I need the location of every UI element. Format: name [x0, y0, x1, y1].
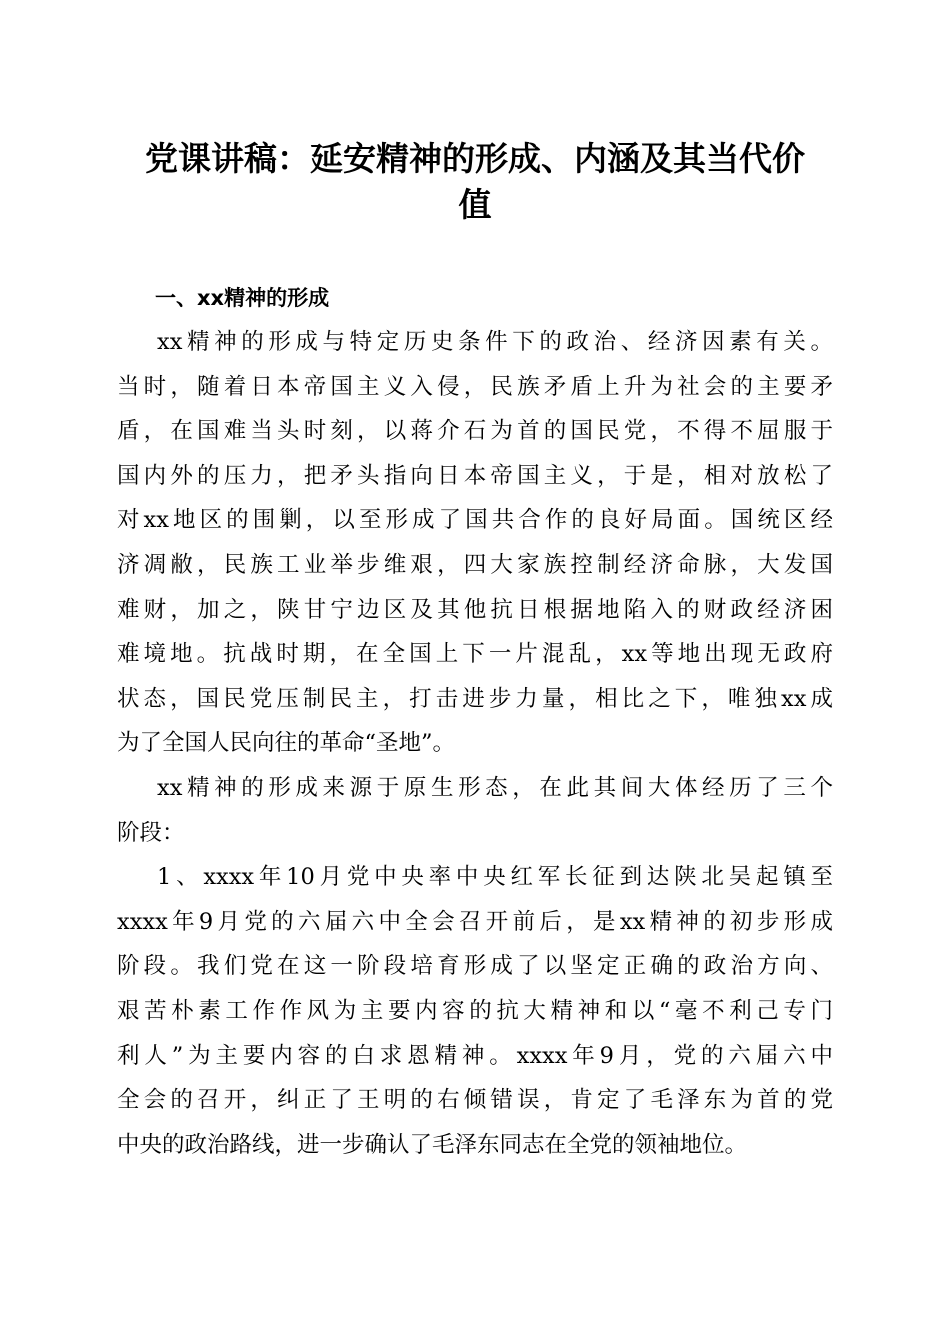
- document-title: [110, 136, 840, 228]
- title-line: 值: [458, 185, 492, 224]
- paragraph-line: 为了全国人民向往的革命“圣地”。: [117, 730, 456, 757]
- paragraph-line: 利人”为主要内容的白求恩精神。xxxx年9月，党的六届六中: [117, 1042, 833, 1069]
- document-body: [117, 322, 833, 1169]
- paragraph-line: 中央的政治路线，进一步确认了毛泽东同志在全党的领袖地位。: [117, 1131, 748, 1158]
- paragraph-line: 难境地。抗战时期，在全国上下一片混乱，xx等地出现无政府: [117, 641, 833, 668]
- paragraph-line: 1、xxxx年10月党中央率中央红军长征到达陕北吴起镇至: [157, 864, 833, 891]
- paragraph-line: 全会的召开，纠正了王明的右倾错误，肯定了毛泽东为首的党: [117, 1087, 833, 1114]
- paragraph-line: 对xx地区的围剿，以至形成了国共合作的良好局面。国统区经: [117, 507, 833, 534]
- paragraph-line: 难财，加之，陕甘宁边区及其他抗日根据地陷入的财政经济困: [117, 596, 833, 623]
- paragraph-line: 阶段：: [117, 819, 185, 846]
- title-line: 党课讲稿：延安精神的形成、内涵及其当代价: [145, 139, 805, 178]
- paragraph-line: xx精神的形成与特定历史条件下的政治、经济因素有关。: [157, 329, 833, 355]
- paragraph-line: 阶段。我们党在这一阶段培育形成了以坚定正确的政治方向、: [117, 953, 833, 980]
- paragraph-line: 当时，随着日本帝国主义入侵，民族矛盾上升为社会的主要矛: [117, 373, 833, 400]
- paragraph: [117, 322, 833, 768]
- paragraph-line: 国内外的压力，把矛头指向日本帝国主义，于是，相对放松了: [117, 462, 833, 489]
- paragraph-line: 艰苦朴素工作作风为主要内容的抗大精神和以“毫不利己专门: [117, 997, 833, 1024]
- paragraph: [117, 768, 833, 857]
- paragraph-line: xxxx年9月党的六届六中全会召开前后，是xx精神的初步形成: [117, 908, 833, 935]
- paragraph-line: 盾，在国难当头时刻，以蒋介石为首的国民党，不得不屈服于: [117, 418, 833, 445]
- paragraph-line: 济凋敝，民族工业举步维艰，四大家族控制经济命脉，大发国: [117, 551, 833, 578]
- paragraph: [117, 857, 833, 1169]
- section-heading: 一、xx精神的形成: [155, 286, 330, 310]
- paragraph-line: xx精神的形成来源于原生形态，在此其间大体经历了三个: [157, 774, 833, 801]
- paragraph-line: 状态，国民党压制民主，打击进步力量，相比之下，唯独xx成: [117, 685, 833, 712]
